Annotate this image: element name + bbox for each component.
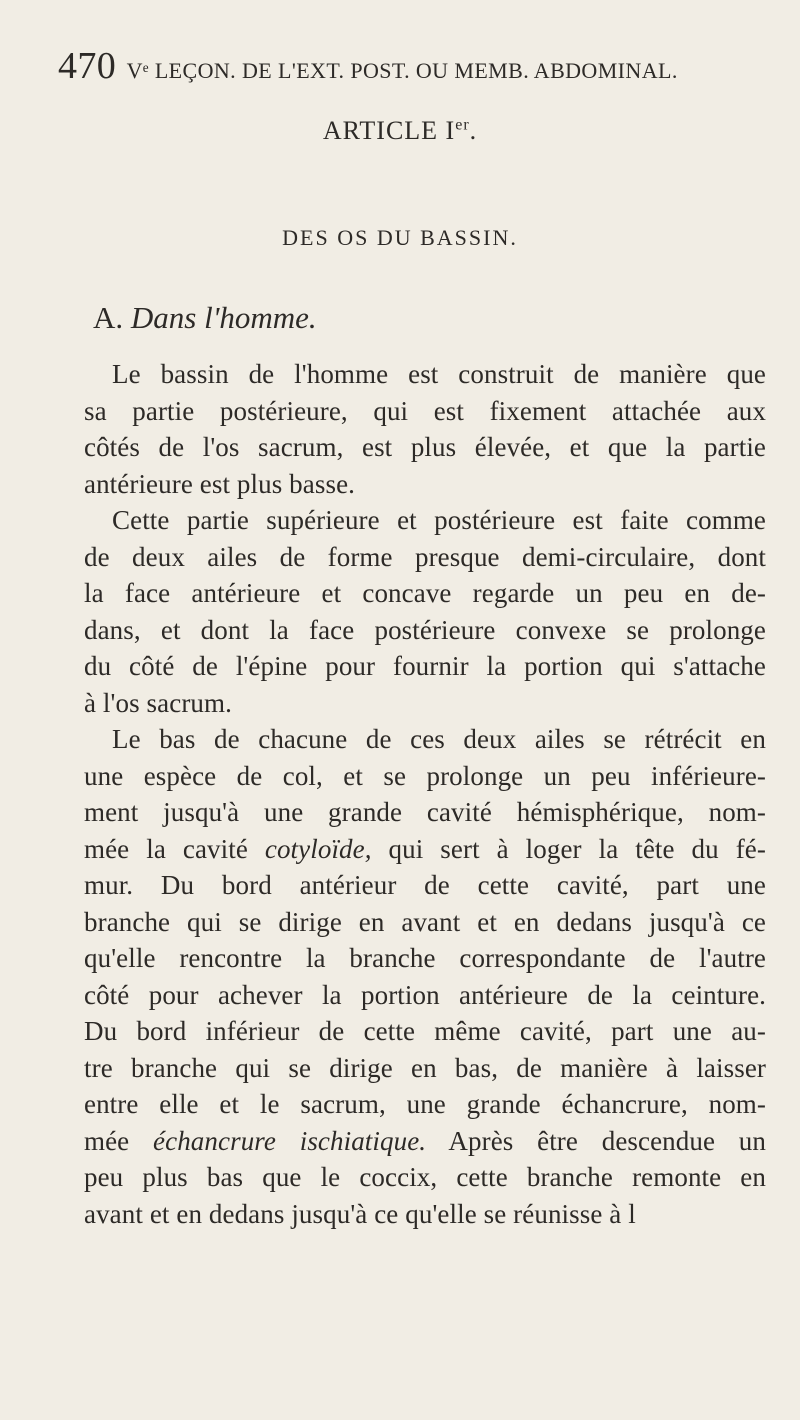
article-number-superscript: er <box>455 116 470 134</box>
text-line: à l'os sacrum. <box>84 687 232 718</box>
text-line: Cette partie supérieure et postérieure est faite comme <box>112 505 766 535</box>
running-head <box>58 44 773 100</box>
text-line: tre branche qui se dirige en bas, de manière à laisser <box>84 1052 766 1083</box>
paragraph-2 <box>84 502 766 721</box>
article-number-suffix: . <box>469 116 478 145</box>
text-line: la face antérieure et concave regarde un peu en de- <box>84 578 766 608</box>
text-line: qu'elle rencontre la branche correspondante de l'autre <box>84 943 766 973</box>
subsection-letter: A. <box>93 300 124 335</box>
text-line: Le bas de chacune de ces deux ailes se rétrécit en <box>112 724 766 754</box>
text-line: entre elle et le sacrum, une grande échancrure, nom- <box>84 1089 766 1119</box>
text-line: dans, et dont la face postérieure convexe se prolonge <box>84 614 766 645</box>
article-number: I <box>445 116 456 145</box>
page-number: 470 <box>58 45 117 87</box>
running-title: Vᵉ LEÇON. DE L'EXT. POST. OU MEMB. ABDOMINAL. <box>126 58 678 83</box>
text-line: antérieure est plus basse. <box>84 468 356 499</box>
text-line: Du bord inférieur de cette même cavité, part une au- <box>84 1016 766 1046</box>
text-segment: Après être descendue un <box>448 1125 766 1156</box>
text-line: sa partie postérieure, qui est fixement attachée aux <box>84 395 766 426</box>
text-line: côtés de l'os sacrum, est plus élevée, et que la partie <box>84 432 766 462</box>
subsection-title <box>93 300 743 336</box>
text-line: avant et en dedans jusqu'à ce qu'elle se réunisse à l <box>84 1198 636 1229</box>
text-segment: mée <box>84 1125 130 1156</box>
text-line: branche qui se dirige en avant et en dedans jusqu'à ce <box>84 906 766 937</box>
section-title: DES OS DU BASSIN. <box>282 225 518 250</box>
text-line <box>84 1123 766 1160</box>
body-text <box>84 356 766 1232</box>
text-line: de deux ailes de forme presque demi-circulaire, dont <box>84 541 766 572</box>
subsection-heading: Dans l'homme. <box>130 300 317 335</box>
text-line: du côté de l'épine pour fournir la portion qui s'attache <box>84 651 766 681</box>
text-segment: mée la cavité <box>84 833 248 864</box>
paragraph-1 <box>84 356 766 502</box>
article-label: ARTICLE <box>322 116 439 145</box>
paragraph-3 <box>84 721 766 1232</box>
term-echancrure-ischiatique: échancrure ischiatique. <box>153 1125 427 1156</box>
text-line: mur. Du bord antérieur de cette cavité, part une <box>84 870 766 900</box>
text-line <box>84 831 766 868</box>
text-segment: qui sert à loger la tête du fé- <box>388 833 766 864</box>
text-line: peu plus bas que le coccix, cette branche remonte en <box>84 1162 766 1192</box>
article-title <box>0 116 800 146</box>
text-line: une espèce de col, et se prolonge un peu inférieure- <box>84 760 766 791</box>
term-cotyloide: cotyloïde, <box>264 833 372 864</box>
text-line: côté pour achever la portion antérieure de la ceinture. <box>84 979 766 1010</box>
text-line: Le bassin de l'homme est construit de manière que <box>112 359 766 389</box>
text-line: ment jusqu'à une grande cavité hémisphérique, nom- <box>84 797 766 827</box>
